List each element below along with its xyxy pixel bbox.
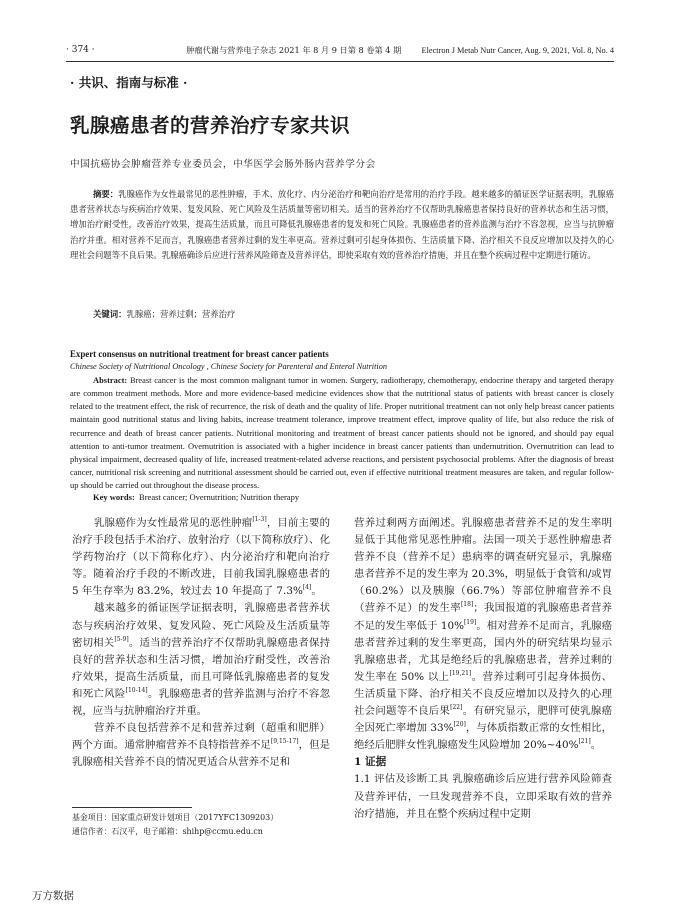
page-number: · 374 ·	[66, 45, 95, 55]
citation: [19,21]	[449, 669, 472, 677]
journal-name-en: Electron J Metab Nutr Cancer, Aug. 9, 2021, Vol. 8, No. 4	[421, 45, 614, 55]
section-heading: 1 证据	[354, 756, 387, 769]
keywords-en-label: Key words:	[93, 492, 135, 502]
abstract-cn	[70, 187, 614, 263]
body-column-left	[72, 515, 330, 771]
citation: [18]	[460, 601, 474, 609]
corresponding-author-note: 通信作者：石汉平，电子邮箱：shihp@ccmu.edu.cn	[72, 826, 263, 836]
keywords-cn-text: 乳腺癌；营养过剩；营养治疗	[126, 309, 236, 319]
citation: [1-3]	[252, 516, 267, 523]
abstract-en	[70, 374, 614, 492]
body-paragraph: 越来越多的循证医学证据表明，乳腺癌患者营养状态与疾病治疗效果、复发风险、死亡风险及生活质量等密切相关[5-9]。适当的营养治疗不仅帮助乳腺癌患者保持良好的营养状态和生活习惯，增加治疗耐受性，改善治疗效果，提高生活质量，而且可降低乳腺癌患者的复发和死亡风险[10-14]。乳腺癌患者的营养监测与治疗不容忽视，应当与抗肿瘤治疗并重。	[72, 602, 330, 718]
header-rule	[66, 61, 614, 62]
footnote	[72, 811, 278, 838]
authors-en: Chinese Society of Nutritional Oncology , Chinese Society for Parenteral and Enteral Nutrition	[70, 362, 388, 371]
keywords-en-text: Breast cancer; Overnutrition; Nutrition therapy	[139, 492, 300, 502]
citation: [4]	[302, 584, 312, 592]
footnote-rule	[72, 807, 192, 808]
keywords-cn	[93, 308, 235, 320]
keywords-cn-label: 关键词：	[93, 309, 127, 319]
body-paragraph: 乳腺癌作为女性最常见的恶性肿瘤[1-3]，目前主要的治疗手段包括手术治疗、放射治疗（以下简称放疗）、化学药物治疗（以下简称化疗）、内分泌治疗和靶向治疗等。随着治疗手段的不断改进，目前我国乳腺癌患者的 5 年生存率为 83.2%，较过去 10 年提高了 7.3%[4]。	[72, 516, 331, 598]
body-column-right	[354, 515, 612, 823]
body-paragraph: 营养不良包括营养不足和营养过剩（超重和肥胖）两个方面。通常肿瘤营养不良特指营养不足[9,15-17]，但是乳腺癌相关营养不良的情况更适合从营养不足和	[72, 722, 330, 769]
running-head	[66, 42, 614, 58]
abstract-en-text: Breast cancer is the most common malignant tumor in women. Surgery, radiotherapy, chemotherapy, endocrine therapy and targeted therapy are common treatment methods. More and more evidence-based medicine evidences show that the nutritional status of patients with breast cancer is closely related to the treatment effect, the risk of recurrence, the risk of death and the quality of life. Proper nutritional treatment can not only help breast cancer patients maintain good nutritional status and living habits, increase treatment tolerance, improve treatment effect, improve quality of life, but also reduce the risk of recurrence and death of breast cancer patients. Nutritional monitoring and treatment of breast cancer patients should not be ignored, and should pay equal attention to anti-tumor treatment. Overnutrition is associated with a higher incidence in breast cancer patients than undernutrition. Overnutrition can lead to physical impairment, decreased quality of life, increased treatment-related adverse reactions, and persistent psychosocial problems. After the diagnosis of breast cancer, nutritional risk screening and nutritional assessment should be carried out, even if effective nutritional treatment measures are taken, and regular follow-up should be carried out throughout the disease process.	[70, 375, 614, 491]
keywords-en	[93, 492, 299, 502]
body-paragraph: 1.1 评估及诊断工具 乳腺癌确诊后应进行营养风险筛查及营养评估，一旦发现营养不良，立即采取有效的营养治疗措施，并且在整个疾病过程中定期	[354, 773, 612, 820]
section-label: · 共识、指南与标准 ·	[70, 75, 188, 90]
journal-name-cn: 肿瘤代谢与营养电子杂志 2021 年 8 月 9 日第 8 卷第 4 期	[186, 44, 402, 55]
citation: [20]	[453, 721, 466, 729]
citation: [9,15-17]	[270, 738, 299, 746]
watermark: 万方数据	[32, 890, 74, 902]
citation: [22]	[450, 704, 463, 712]
article-title: 乳腺癌患者的营养治疗专家共识	[70, 114, 351, 137]
authors-cn: 中国抗癌协会肿瘤营养专业委员会，中华医学会肠外肠内营养学分会	[70, 159, 376, 170]
funding-note: 基金项目：国家重点研发计划项目（2017YFC1309203）	[72, 813, 279, 822]
citation: [21]	[578, 738, 591, 746]
body-paragraph: 营养过剩两方面阐述。乳腺癌患者营养不足的发生率明显低于其他常见恶性肿瘤。法国一项关于恶性肿瘤患者营养不良（营养不足）患病率的调查研究显示，乳腺癌患者营养不足的发生率为 20.3%，明显低于食管和/或胃（60.2%）以及胰腺（66.7%）等部位肿瘤营养不良（营养不足）的发生率[18]；我国报道的乳腺癌患者营养不足的发生率低于 10%[19]。相对营养不足而言，乳腺癌患者营养过剩的发生率更高，国内外的研究结果均显示乳腺癌患者，尤其是绝经后的乳腺癌患者，营养过剩的发生率在 50% 以上[19,21]。营养过剩可引起身体损伤、生活质量下降、治疗相关不良反应增加以及持久的心理社会问题等不良后果[22]。有研究显示，肥胖可使乳腺癌全因死亡率增加 33%[20]，与体质指数正常的女性相比，绝经后肥胖女性乳腺癌发生风险增加 20%~40%[21]。	[354, 517, 613, 752]
abstract-cn-label: 摘要：	[93, 189, 119, 199]
citation: [5-9]	[114, 635, 129, 643]
abstract-en-label: Abstract:	[93, 375, 128, 385]
article-title-en: Expert consensus on nutritional treatment for breast cancer patients	[70, 349, 329, 359]
citation: [19]	[463, 618, 477, 626]
citation: [10-14]	[125, 686, 148, 694]
abstract-cn-text: 乳腺癌作为女性最常见的恶性肿瘤，手术、放化疗、内分泌治疗和靶向治疗是常用的治疗手段。越来越多的循证医学证据表明，乳腺癌患者营养状态与疾病治疗效果、复发风险、死亡风险及生活质量等密切相关。适当的营养治疗不仅帮助乳腺癌患者保持良好的营养状态和生活习惯，增加治疗耐受性，改善治疗效果，提高生活质量，而且可降低乳腺癌患者的复发和死亡风险。乳腺癌患者的营养监测与治疗不容忽视，应当与抗肿瘤治疗并重。相对营养不足而言，乳腺癌患者营养过剩的发生率更高。营养过剩可引起身体损伤、生活质量下降、治疗相关不良反应增加以及持久的心理社会问题等不良后果。乳腺癌确诊后应进行营养风险筛查及营养评估，即使采取有效的营养治疗措施，并且在整个疾病过程中定期进行随访。	[70, 189, 615, 260]
